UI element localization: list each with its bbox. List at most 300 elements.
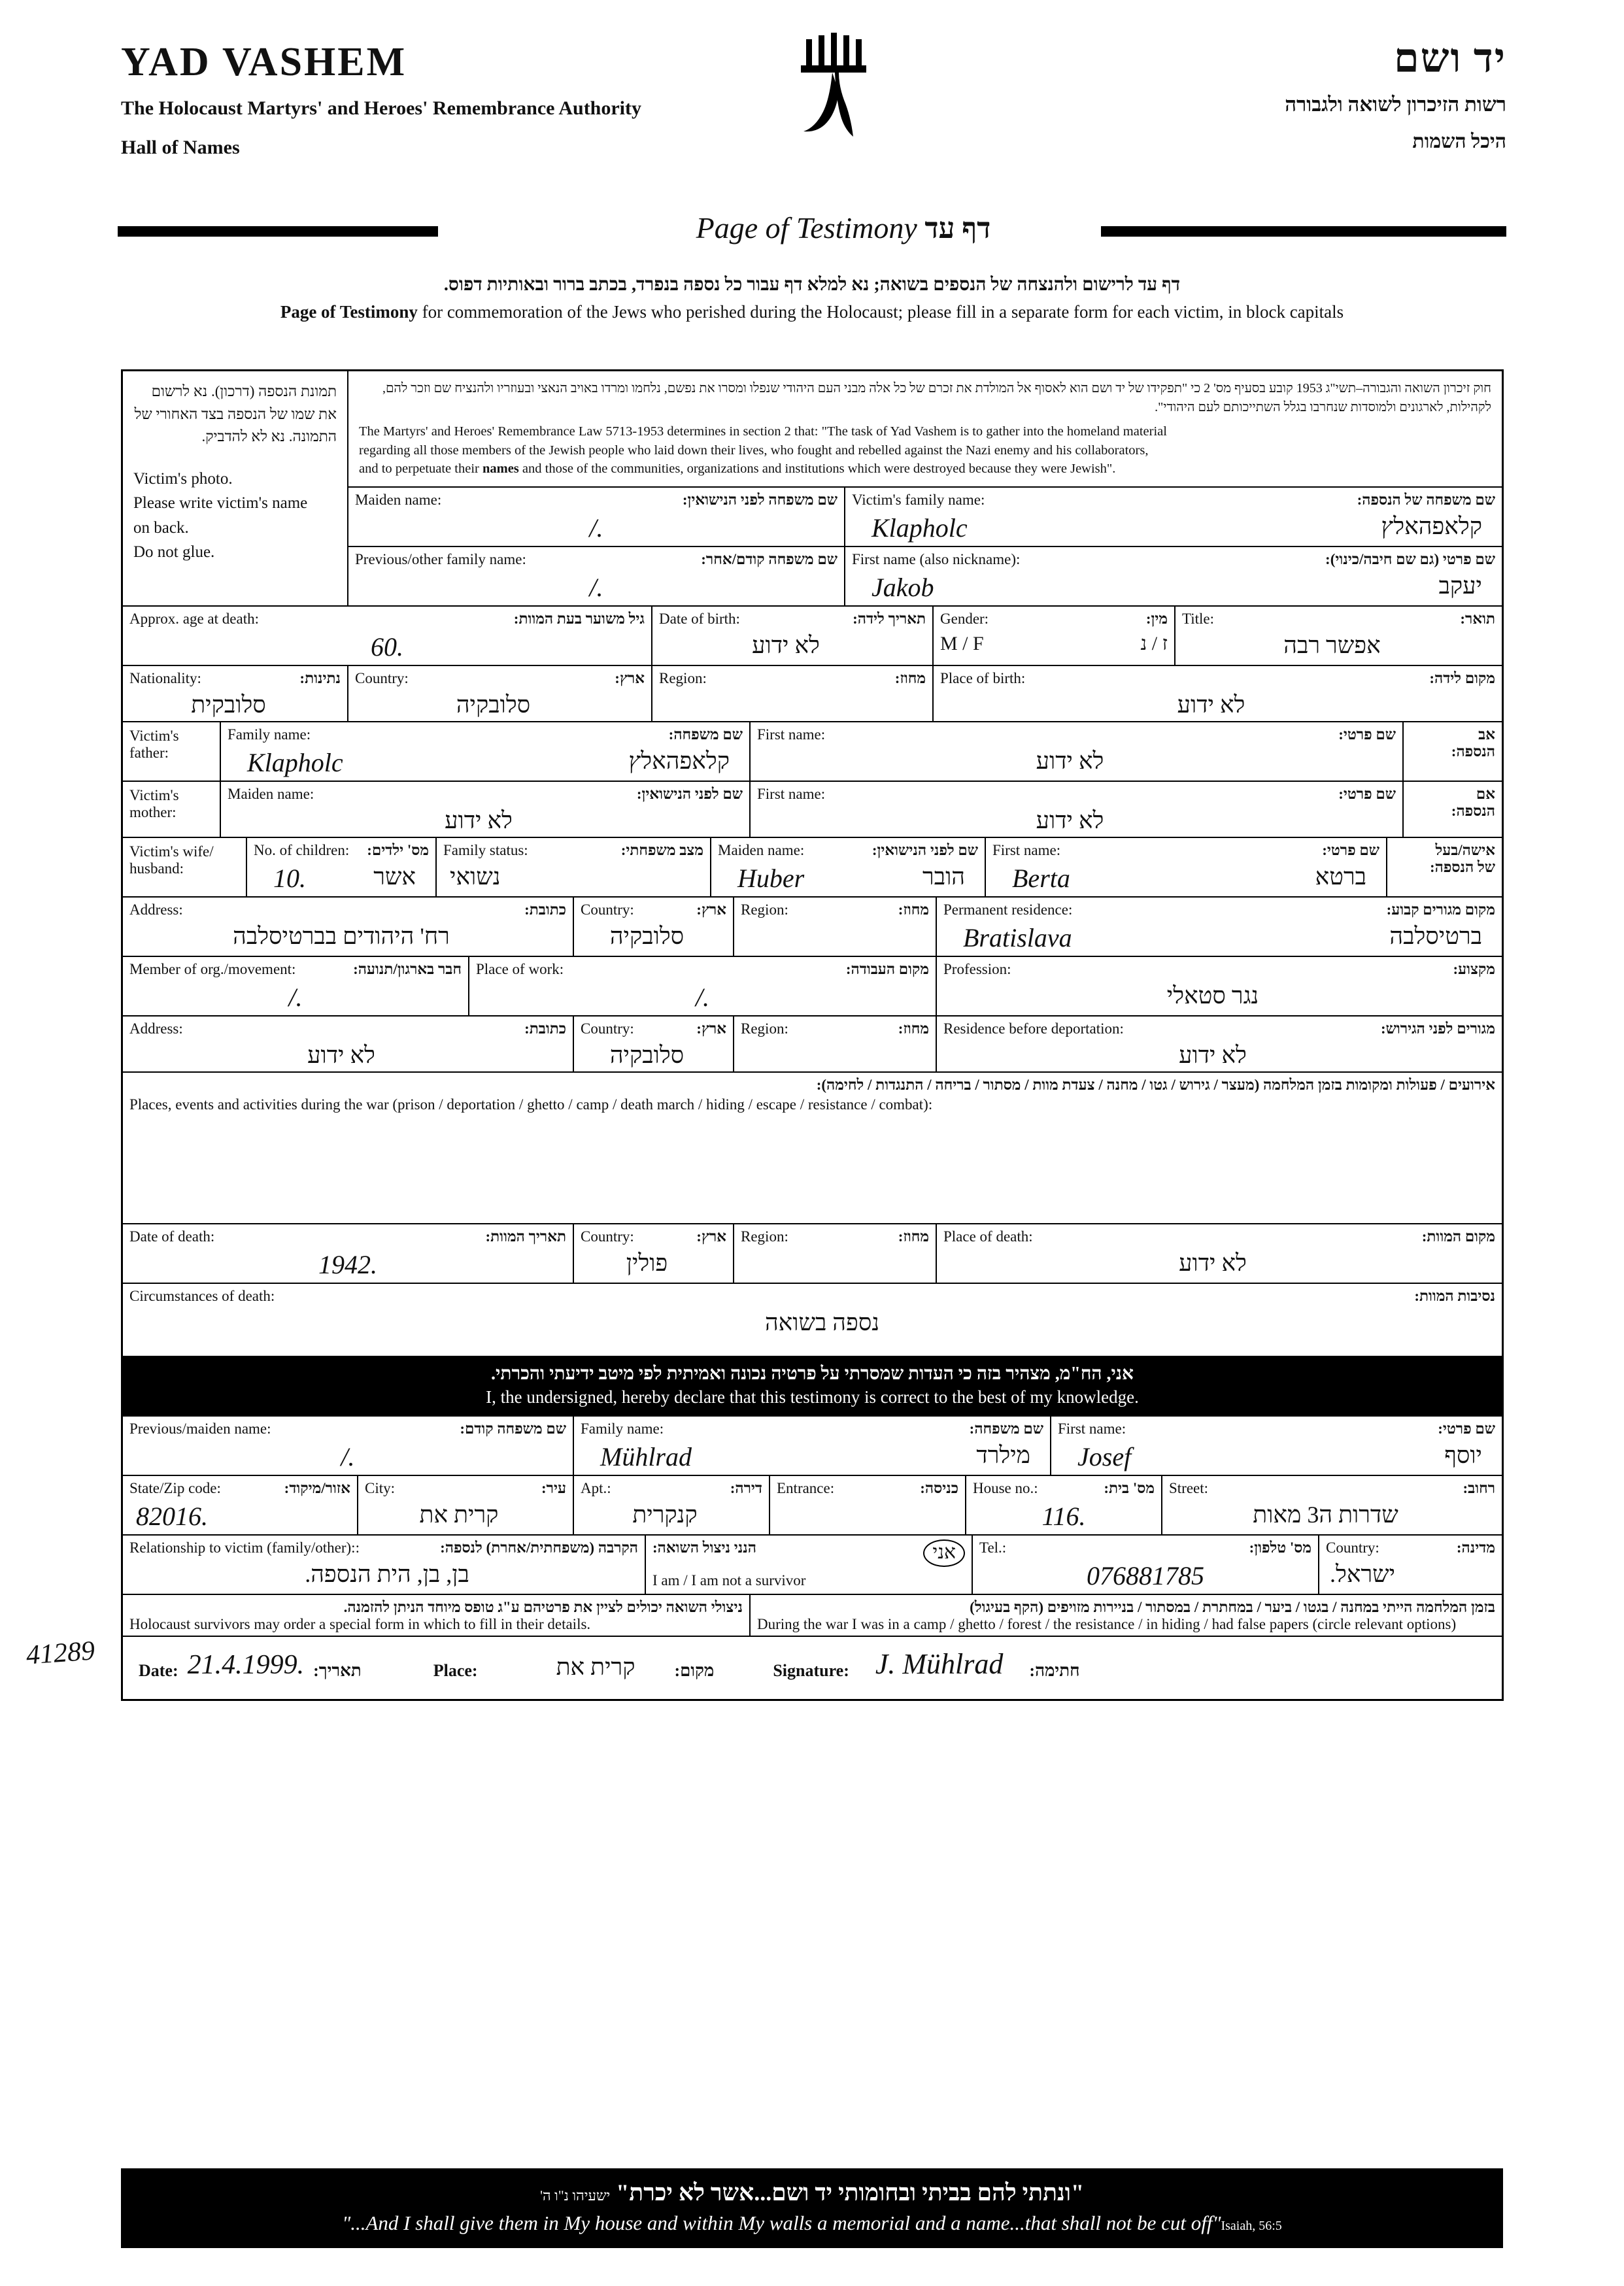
spouse-status-label-en: Family status: (443, 842, 528, 859)
spouse-side-caption-he (1387, 838, 1502, 896)
victim-family-name-label-en: Victim's family name: (852, 492, 985, 509)
death-region-field[interactable] (734, 1224, 937, 1283)
submitter-city-field[interactable] (358, 1476, 574, 1534)
predeportation-address-label-he: כתובת: (524, 1020, 566, 1037)
circumstances-row (123, 1284, 1502, 1357)
document-header (0, 0, 1624, 196)
mother-side-en-1: Victim's (129, 787, 179, 804)
submitter-street-label-he: רחוב: (1463, 1480, 1495, 1497)
intro-en-lead: Page of Testimony (280, 302, 418, 322)
spouse-side-en-1: Victim's wife/ (129, 843, 214, 860)
predeportation-address-field[interactable] (123, 1017, 574, 1071)
law-en-line-1: The Martyrs' and Heroes' Remembrance Law 5713-1953 determines in section 2 that: "The task of Yad Vashem is to gather into the homeland material (359, 424, 1167, 439)
victim-first-name-value: Jakob (871, 573, 934, 603)
father-first-label-en: First name: (757, 726, 826, 743)
profession-value: נגר סטאלי (1166, 983, 1259, 1009)
residence-address-value: רח' היהודים בברטיסלבה (233, 923, 450, 950)
age-at-death-label-he: גיל משוער בעת המוות: (513, 611, 645, 628)
signature-row-cell (123, 1637, 1502, 1699)
wartime-events-row (123, 1073, 1502, 1224)
intro-he: דף עד לרישום ולהנצחה של הנספים בשואה; נא למלא דף עבור כל נספה בנפרד, בכתב ברור ובאותיות דפוס. (443, 275, 1181, 295)
victim-photo-box[interactable] (123, 371, 348, 605)
survivors-note-cell (123, 1595, 751, 1636)
telephone-field[interactable] (973, 1536, 1319, 1594)
wartime-note-cell[interactable] (751, 1595, 1502, 1636)
victim-maiden-name-value: /. (589, 513, 603, 543)
father-side-en-1: Victim's (129, 728, 179, 745)
wartime-note-he: בזמן המלחמה הייתי במחנה / בגטו / ביער / במחתרת / במסתור / בניירות מזויפים (הקף בעיגול) (970, 1599, 1495, 1616)
circumstances-label-en: Circumstances of death: (129, 1288, 275, 1305)
law-en-line-3-post: and those of the communities, organizations and institutions which were destroyed because they were Jewish". (518, 462, 1116, 477)
victim-maiden-name-field[interactable] (348, 488, 845, 546)
place-of-work-field[interactable] (469, 957, 937, 1015)
father-first-value: לא ידוע (1036, 748, 1104, 775)
father-family-value-he: קלאפהאלץ (628, 748, 730, 775)
death-country-label-he: ארץ: (696, 1228, 726, 1245)
footer-en-source: Isaiah, 56:5 (1221, 2219, 1282, 2233)
spouse-row (123, 838, 1502, 898)
title-rule-left (118, 226, 438, 237)
declaration-band (123, 1357, 1502, 1415)
document-title-band (118, 211, 1506, 251)
father-side-he-2: הנספה: (1451, 743, 1495, 760)
date-label-en: Date: (139, 1661, 178, 1681)
predeportation-address-value: לא ידוע (307, 1042, 375, 1069)
predeportation-region-value (741, 1037, 929, 1041)
residence-country-label-he: ארץ: (696, 901, 726, 918)
org-name-en: YAD VASHEM (121, 40, 407, 84)
submitter-family-value-he: מילרד (976, 1442, 1030, 1469)
survivor-label-en[interactable]: I am / I am not a survivor (652, 1572, 806, 1589)
victim-first-name-label-he: שם פרטי (גם שם חיבה/כינוי): (1325, 551, 1495, 568)
submitter-house-label-he: מס' בית: (1104, 1480, 1155, 1497)
survivors-note-en: Holocaust survivors may order a special form in which to fill in their details. (129, 1616, 591, 1633)
survivor-label-he: הנני ניצול השואה: (652, 1539, 756, 1556)
predeportation-country-label-he: ארץ: (696, 1020, 726, 1037)
circumstances-value: נספה בשואה (764, 1309, 880, 1336)
org-name-he: יד ושם (1393, 37, 1506, 81)
intro-text (118, 275, 1506, 322)
before-deportation-row (123, 1017, 1502, 1073)
mother-first-label-he: שם פרטי: (1338, 786, 1396, 803)
predeportation-address-label-en: Address: (129, 1020, 183, 1037)
photo-instruction-line-4: Do not glue. (133, 543, 215, 561)
intro-en (118, 302, 1506, 322)
submitter-previous-name-field[interactable] (123, 1417, 574, 1475)
law-en-line-3 (359, 460, 1491, 479)
predeportation-region-field[interactable] (734, 1017, 937, 1071)
submitter-country-value: ישראל. (1330, 1561, 1396, 1588)
nationality-row (123, 666, 1502, 722)
mother-side-caption-he (1404, 782, 1502, 837)
telephone-label-he: מס' טלפון: (1249, 1539, 1311, 1556)
spouse-first-label-he: שם פרטי: (1322, 842, 1379, 859)
place-label-en: Place: (433, 1661, 478, 1681)
submitter-street-value: שדרות ה3 מאות (1253, 1502, 1398, 1528)
profession-field[interactable] (937, 957, 1502, 1015)
submitter-name-row (123, 1417, 1502, 1476)
date-of-death-field[interactable] (123, 1224, 574, 1283)
death-country-label-en: Country: (581, 1228, 634, 1245)
spouse-maiden-value-he: הובר (922, 864, 965, 890)
spouse-children-label-en: No. of children: (254, 842, 350, 859)
submitter-previous-value: /. (341, 1442, 355, 1472)
menorah-logo-icon (794, 33, 892, 157)
mother-first-label-en: First name: (757, 786, 826, 803)
father-row (123, 722, 1502, 782)
submitter-street-label-en: Street: (1169, 1480, 1209, 1497)
notes-row (123, 1595, 1502, 1637)
victim-family-name-value: Klapholc (871, 513, 968, 543)
submitter-city-label-he: עיר: (541, 1480, 566, 1497)
father-side-caption (123, 722, 221, 781)
nationality-label-he: נתינות: (299, 670, 341, 687)
place-of-birth-value: לא ידוע (1177, 692, 1245, 718)
date-of-death-label-en: Date of death: (129, 1228, 215, 1245)
submitter-apt-label-en: Apt.: (581, 1480, 611, 1497)
residence-before-deportation-label-he: מגורים לפני הגירוש: (1380, 1020, 1495, 1037)
signature-row (123, 1637, 1502, 1699)
age-at-death-field[interactable] (123, 607, 652, 665)
residence-address-label-he: כתובת: (524, 901, 566, 918)
submitter-entrance-field[interactable] (770, 1476, 966, 1534)
submitter-entrance-value (777, 1497, 958, 1501)
mother-maiden-name-field[interactable] (221, 782, 751, 837)
document-title (458, 210, 1229, 245)
law-text-he: חוק זיכרון השואה והגבורה–תשי"ג 1953 קובע בסעיף מס' 2 כי "תפקידו של יד ושם הוא לאסוף אל המולדת את זכרם של כל אלה מבני העם היהודי שנפלו ומסרו את נפשם, נלחמו ומרדו באויב הנאצי ובעוזריו ולהנציח שם וזכר להם, לקהילות, לארגונים ולמוסדות שנחרבו בגלל השתייכותם לעם היהודי". (382, 381, 1491, 414)
law-text-en (359, 422, 1491, 479)
spouse-side-he-1: אישה/בעל (1435, 842, 1495, 859)
submitter-previous-label-he: שם משפחה קודם: (460, 1420, 566, 1437)
permanent-residence-label-en: Permanent residence: (943, 901, 1073, 918)
submitter-zip-field[interactable] (123, 1476, 358, 1534)
spouse-children-value-he: אשר (373, 864, 416, 890)
archive-number-margin: 41289 (25, 1636, 96, 1671)
residence-region-label-en: Region: (741, 901, 788, 918)
declaration-row (123, 1357, 1502, 1417)
residence-region-value (741, 918, 929, 922)
mother-side-he-2: הנספה: (1451, 803, 1495, 820)
residence-address-label-en: Address: (129, 901, 183, 918)
photo-instruction-line-2: Please write victim's name (133, 494, 308, 512)
victim-previous-family-value: /. (589, 573, 603, 603)
father-family-label-he: שם משפחה: (668, 726, 743, 743)
father-side-he-1: אב (1478, 726, 1495, 743)
date-of-birth-field[interactable] (652, 607, 934, 665)
spouse-status-label-he: מצב משפחתי: (620, 842, 703, 859)
residence-region-label-he: מחוז: (898, 901, 929, 918)
wartime-events-he-text: אירועים / פעולות ומקומות בזמן המלחמה (מעצר / גירוש / גטו / מחנה / צעדת מוות / מסתור / בריחה / התנגדות / לחימה): (816, 1077, 1495, 1094)
victim-name-row (348, 488, 1502, 547)
residence-address-field[interactable] (123, 898, 574, 956)
telephone-value: 076881785 (1087, 1561, 1204, 1591)
nationality-label-en: Nationality: (129, 670, 201, 687)
father-side-caption-he (1404, 722, 1502, 781)
declaration-he: אני, הח"מ, מצהיר בזה כי העדות שמסרתי על פרטיה נכונה ואמיתית לפי מיטב ידיעתי והכרתי. (491, 1364, 1134, 1385)
wartime-events-label-en (129, 1096, 1495, 1113)
birth-country-label-en: Country: (355, 670, 409, 687)
org-membership-value: /. (288, 983, 303, 1013)
signature-label-he: חתימה: (1029, 1661, 1080, 1681)
law-en-line-2: regarding all those members of the Jewish people who laid down their lives, who fought and rebelled against the Nazi enemy and his collaborators, (359, 443, 1149, 458)
profession-label-he: מקצוע: (1453, 961, 1495, 978)
profession-label-en: Profession: (943, 961, 1011, 978)
submitter-entrance-label-en: Entrance: (777, 1480, 835, 1497)
father-side-en-2: father: (129, 745, 169, 762)
predeportation-region-label-en: Region: (741, 1020, 788, 1037)
footer-en (121, 2211, 1503, 2235)
document-title-he: דף עד (924, 212, 991, 244)
spouse-status-value: נשואי (450, 864, 501, 890)
birth-country-label-he: ארץ: (615, 670, 645, 687)
victim-previous-family-label-en: Previous/other family name: (355, 551, 526, 568)
nationality-field[interactable] (123, 666, 348, 721)
footer-he-source: ישעיהו נ"ו ה' (540, 2187, 611, 2204)
org-subtitle-en: The Holocaust Martyrs' and Heroes' Remembrance Authority (121, 97, 642, 119)
submitter-country-field[interactable] (1319, 1536, 1502, 1594)
org-membership-label-en: Member of org./movement: (129, 961, 296, 978)
place-of-work-value: /. (695, 983, 710, 1013)
spouse-maiden-label-en: Maiden name: (718, 842, 805, 859)
circumstances-label-he: נסיבות המוות: (1414, 1288, 1495, 1305)
submitter-previous-label-en: Previous/maiden name: (129, 1420, 271, 1437)
header-left-en (121, 39, 641, 159)
submitter-city-label-en: City: (365, 1480, 396, 1497)
predeportation-country-value: סלובקיה (609, 1042, 685, 1069)
law-en-line-3-bold: names (482, 462, 519, 477)
submitter-city-value: קרית את (419, 1502, 499, 1528)
place-label-he: מקום: (674, 1661, 715, 1681)
gender-options-en[interactable]: M / F (940, 633, 984, 655)
residence-country-value: סלובקיה (609, 923, 685, 950)
submitter-family-label-he: שם משפחה: (969, 1420, 1043, 1437)
org-membership-field[interactable] (123, 957, 469, 1015)
place-value: קרית את (556, 1654, 635, 1681)
photo-instruction-line-1: Victim's photo. (133, 469, 233, 488)
submitter-first-value: Josef (1077, 1442, 1132, 1472)
victim-first-name-field[interactable] (845, 547, 1502, 605)
death-country-value: פולין (626, 1250, 668, 1277)
father-first-name-field[interactable] (751, 722, 1404, 781)
place-of-death-label-en: Place of death: (943, 1228, 1033, 1245)
residence-before-deportation-value: לא ידוע (1179, 1042, 1247, 1069)
submitter-house-label-en: House no.: (973, 1480, 1038, 1497)
victim-family-name-value-he: קלאפהאלץ (1381, 513, 1482, 540)
submitter-first-label-he: שם פרטי: (1438, 1420, 1495, 1437)
place-of-birth-label-he: מקום לידה: (1429, 670, 1495, 687)
footer-en-text: "...And I shall give them in My house and within My walls a memorial and a name...that shall not be cut off" (342, 2211, 1221, 2234)
spouse-side-caption (123, 838, 247, 896)
mother-maiden-value: לא ידוע (445, 807, 513, 834)
place-of-death-field[interactable] (937, 1224, 1502, 1283)
submitter-apt-field[interactable] (574, 1476, 770, 1534)
residence-country-field[interactable] (574, 898, 734, 956)
submitter-house-value: 116. (1041, 1502, 1086, 1532)
title-label-en: Title: (1182, 611, 1215, 628)
place-of-death-value: לא ידוע (1179, 1250, 1247, 1277)
place-of-work-label-he: מקום העבודה: (845, 961, 929, 978)
mother-side-en-2: mother: (129, 804, 177, 821)
spouse-first-value-he: ברטא (1315, 864, 1366, 890)
submitter-street-field[interactable] (1162, 1476, 1502, 1534)
submitter-house-number-field[interactable] (966, 1476, 1162, 1534)
relationship-label-en: Relationship to victim (family/other):: (129, 1539, 360, 1556)
spouse-family-status-field[interactable] (437, 838, 711, 896)
relationship-value: בן, בן, הית הנספה. (305, 1561, 469, 1588)
spouse-children-value: 10. (273, 864, 306, 894)
death-region-value (741, 1245, 929, 1249)
father-family-label-en: Family name: (228, 726, 311, 743)
wartime-events-label-he (129, 1077, 1495, 1094)
submitter-country-label-he: מדינה: (1456, 1539, 1495, 1556)
date-value: 21.4.1999. (187, 1650, 305, 1681)
submitter-family-value: Mühlrad (600, 1442, 692, 1472)
org-membership-label-he: חבר בארגון/תנועה: (353, 961, 462, 978)
spouse-side-en-2: husband: (129, 860, 184, 877)
permanent-residence-value: Bratislava (963, 923, 1072, 953)
footer-he (121, 2179, 1503, 2206)
gender-field[interactable] (934, 607, 1176, 665)
submitter-first-name-field[interactable] (1051, 1417, 1502, 1475)
death-region-label-en: Region: (741, 1228, 788, 1245)
photo-instruction-line-3: on back. (133, 518, 189, 537)
wartime-events-en-text: Places, events and activities during the war (prison / deportation / ghetto / camp / death march / hiding / escape / resistance / combat): (129, 1096, 933, 1113)
birth-region-field[interactable] (652, 666, 934, 721)
hall-of-names-he: היכל השמות (1412, 131, 1506, 152)
birth-region-value (659, 687, 926, 691)
mother-first-value: לא ידוע (1036, 807, 1104, 834)
spouse-maiden-name-field[interactable] (711, 838, 986, 896)
mother-maiden-label-he: שם לפני הנישואין: (636, 786, 743, 803)
relationship-label-he: הקרבה (משפחתית/אחרת) לנספה: (440, 1539, 638, 1556)
document-footer (121, 2168, 1503, 2248)
submitter-family-label-en: Family name: (581, 1420, 664, 1437)
gender-label-he: מין: (1145, 611, 1168, 628)
submitter-first-value-he: יוסף (1444, 1442, 1482, 1469)
death-country-field[interactable] (574, 1224, 734, 1283)
date-of-death-value: 1942. (318, 1250, 377, 1280)
victim-maiden-name-label-he: שם משפחה לפני הנישואין: (682, 492, 837, 509)
signature-label-en: Signature: (773, 1661, 849, 1681)
mother-side-caption (123, 782, 221, 837)
title-label-he: תואר: (1460, 611, 1495, 628)
victim-previous-family-name-field[interactable] (348, 547, 845, 605)
victim-family-name-label-he: שם משפחה של הנספה: (1357, 492, 1495, 509)
spouse-first-name-field[interactable] (986, 838, 1387, 896)
father-family-value: Klapholc (247, 748, 343, 778)
father-family-name-field[interactable] (221, 722, 751, 781)
hall-of-names-en: Hall of Names (121, 137, 240, 158)
residence-region-field[interactable] (734, 898, 937, 956)
place-of-birth-field[interactable] (934, 666, 1502, 721)
law-and-names-stack (348, 371, 1502, 605)
age-at-death-value: 60. (371, 632, 403, 662)
submitter-zip-label-he: אזור/מיקוד: (284, 1480, 350, 1497)
wartime-events-field[interactable] (123, 1073, 1502, 1223)
testimony-form (121, 369, 1504, 1701)
title-field[interactable] (1176, 607, 1502, 665)
work-row (123, 957, 1502, 1017)
wartime-note-en: During the war I was in a camp / ghetto / forest / the resistance / in hiding / had false papers (circle relevant options) (757, 1616, 1457, 1633)
date-of-death-label-he: תאריך המוות: (485, 1228, 566, 1245)
permanent-residence-row (123, 898, 1502, 957)
gender-options-he[interactable]: ז / נ (1140, 633, 1168, 655)
birth-country-value: סלובקיה (456, 692, 531, 718)
law-and-photo-row (123, 371, 1502, 607)
survivor-circled-answer[interactable]: אני (923, 1539, 965, 1567)
mother-side-he-1: אם (1476, 786, 1495, 803)
mother-row (123, 782, 1502, 838)
submitter-zip-value: 82016. (136, 1502, 208, 1532)
victim-family-name-field[interactable] (845, 488, 1502, 546)
law-en-line-3-pre: and to perpetuate their (359, 462, 482, 477)
circumstances-of-death-field[interactable] (123, 1284, 1502, 1356)
victim-first-name-value-he: יעקב (1438, 573, 1482, 599)
mother-maiden-label-en: Maiden name: (228, 786, 314, 803)
permanent-residence-value-he: ברטיסלבה (1389, 923, 1482, 950)
spouse-side-he-2: של הנספה: (1430, 859, 1495, 876)
submitter-zip-label-en: State/Zip code: (129, 1480, 221, 1497)
relationship-field[interactable] (123, 1536, 646, 1594)
predeportation-country-field[interactable] (574, 1017, 734, 1071)
age-at-death-label-en: Approx. age at death: (129, 611, 259, 628)
father-first-label-he: שם פרטי: (1338, 726, 1396, 743)
submitter-entrance-label-he: כניסה: (920, 1480, 958, 1497)
intro-en-rest: for commemoration of the Jews who perished during the Holocaust; please fill in a separate form for each victim, in block capitals (417, 302, 1344, 322)
title-value: אפשר רבה (1283, 632, 1381, 659)
submitter-address-row (123, 1476, 1502, 1536)
org-subtitle-he: רשות הזיכרון לשואה ולגבורה (1285, 93, 1506, 116)
document-title-en: Page of Testimony (696, 211, 917, 244)
mother-first-name-field[interactable] (751, 782, 1404, 837)
submitter-first-label-en: First name: (1058, 1420, 1126, 1437)
submitter-family-name-field[interactable] (574, 1417, 1051, 1475)
gender-label-en: Gender: (940, 611, 989, 628)
spouse-maiden-label-he: שם לפני הנישואין: (871, 842, 978, 859)
date-label-he: תאריך: (313, 1661, 362, 1681)
submitter-apt-label-he: דירה: (730, 1480, 762, 1497)
survivors-note-he: ניצולי השואה יכולים לציין את פרטיהם ע"ג טופס מיוחד הניתן להזמנה. (343, 1599, 743, 1616)
law-text-box (348, 371, 1502, 488)
wartime-events-value (129, 1113, 1495, 1117)
death-region-label-he: מחוז: (898, 1228, 929, 1245)
permanent-residence-field[interactable] (937, 898, 1502, 956)
residence-before-deportation-field[interactable] (937, 1017, 1502, 1071)
victim-maiden-name-label-en: Maiden name: (355, 492, 442, 509)
victim-firstname-row (348, 547, 1502, 605)
place-of-birth-label-en: Place of birth: (940, 670, 1026, 687)
telephone-label-en: Tel.: (979, 1539, 1007, 1556)
birth-region-label-he: מחוז: (894, 670, 926, 687)
nationality-value: סלובקית (191, 692, 266, 718)
submitter-apt-value: קנקרית (632, 1502, 698, 1528)
submitter-contact-row (123, 1536, 1502, 1595)
birth-country-field[interactable] (348, 666, 652, 721)
signature-value[interactable]: J. Mühlrad (875, 1648, 1004, 1681)
residence-country-label-en: Country: (581, 901, 634, 918)
spouse-first-label-en: First name: (992, 842, 1061, 859)
header-right-he (1285, 36, 1506, 153)
permanent-residence-label-he: מקום מגורים קבוע: (1386, 901, 1495, 918)
place-of-work-label-en: Place of work: (476, 961, 564, 978)
spouse-children-field[interactable] (247, 838, 437, 896)
death-row (123, 1224, 1502, 1284)
spouse-children-label-he: מס' ילדים: (367, 842, 429, 859)
survivor-status-field[interactable] (646, 1536, 973, 1594)
submitter-country-label-en: Country: (1326, 1539, 1379, 1556)
spouse-maiden-value: Huber (737, 864, 805, 894)
photo-instructions-he: תמונת הנספה (דרכון). נא לרשום את שמו של הנספה בצד האחורי של התמונה. נא לא להדביק. (134, 383, 337, 445)
